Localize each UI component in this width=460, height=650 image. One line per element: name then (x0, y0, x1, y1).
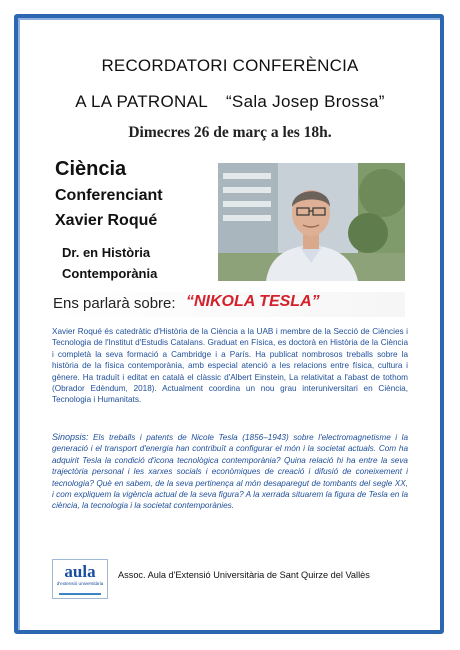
logo-underline (59, 593, 101, 595)
logo-sub-text: d'extensió universitària (56, 581, 104, 586)
speaks-about-label: Ens parlarà sobre: (53, 295, 176, 312)
association-name: Assoc. Aula d'Extensió Universitària de Sant Quirze del Vallès (118, 570, 370, 580)
synopsis-text: Els treballs i patents de Nicole Tesla (1856–1943) sobre l'electromagnetisme i la generació i el transport d'energia han contribuït a configurar el món i la societat actuals. Com ha adquirit Tesla la condició d'icona tecnològica contemporània? Quina relació hi ha entre la seva trajectòria personal i les xarxes socials i econòmiques de creació i difusió de coneixement i tecnologia? Què en sabem, de la seva pertinença al món desaparegut de tombants del segle XX, i com expliquem la vigència actual de la seva figura? A la xerrada situarem la figura de Tesla en la ciència, la tecnologia i la societat contemporànies. (52, 433, 408, 511)
speaker-photo (218, 163, 405, 281)
talk-topic: Ciència (55, 158, 127, 180)
synopsis-label: Sinopsis: (52, 432, 89, 442)
aula-logo (52, 559, 108, 599)
speaker-degree-line2: Contemporània (62, 266, 158, 281)
speaker-degree-line1: Dr. en Història (62, 245, 151, 260)
header-venue-line (0, 92, 460, 112)
logo-main-text: aula (64, 562, 96, 581)
speaker-name: Xavier Roqué (55, 212, 158, 229)
speaker-portrait-image (218, 163, 405, 281)
speaker-bio: Xavier Roqué és catedràtic d'Història de la Ciència a la UAB i membre de la Secció de Ciències i Tecnologia de l'Institut d'Estudis Catalans. Graduat en Física, es doctorà en Història de la Ciència i completà la seva formació a Cambridge i a París. Ha publicat nombrosos treballs sobre la història de la física contemporània, amb especial atenció a les relacions entre física, cultura i gènere. Ha traduït i editat en català el clàssic d'Albert Einstein, La relativitat a l'abast de tothom (Obrador Edèndum, 2018). Actualment coordina un nou grau interuniversitari en Ciència, Tecnologia i Humanitats. (52, 327, 408, 405)
event-date: Dimecres 26 de març a les 18h. (128, 124, 332, 141)
talk-synopsis (52, 432, 408, 512)
header-title: RECORDATORI CONFERÈNCIA (101, 56, 359, 75)
speaks-about-topic: “NIKOLA TESLA” (186, 293, 320, 310)
speaker-role: Conferenciant (55, 187, 163, 204)
venue-prefix: A LA PATRONAL (75, 92, 208, 111)
venue-name: “Sala Josep Brossa” (225, 92, 385, 111)
